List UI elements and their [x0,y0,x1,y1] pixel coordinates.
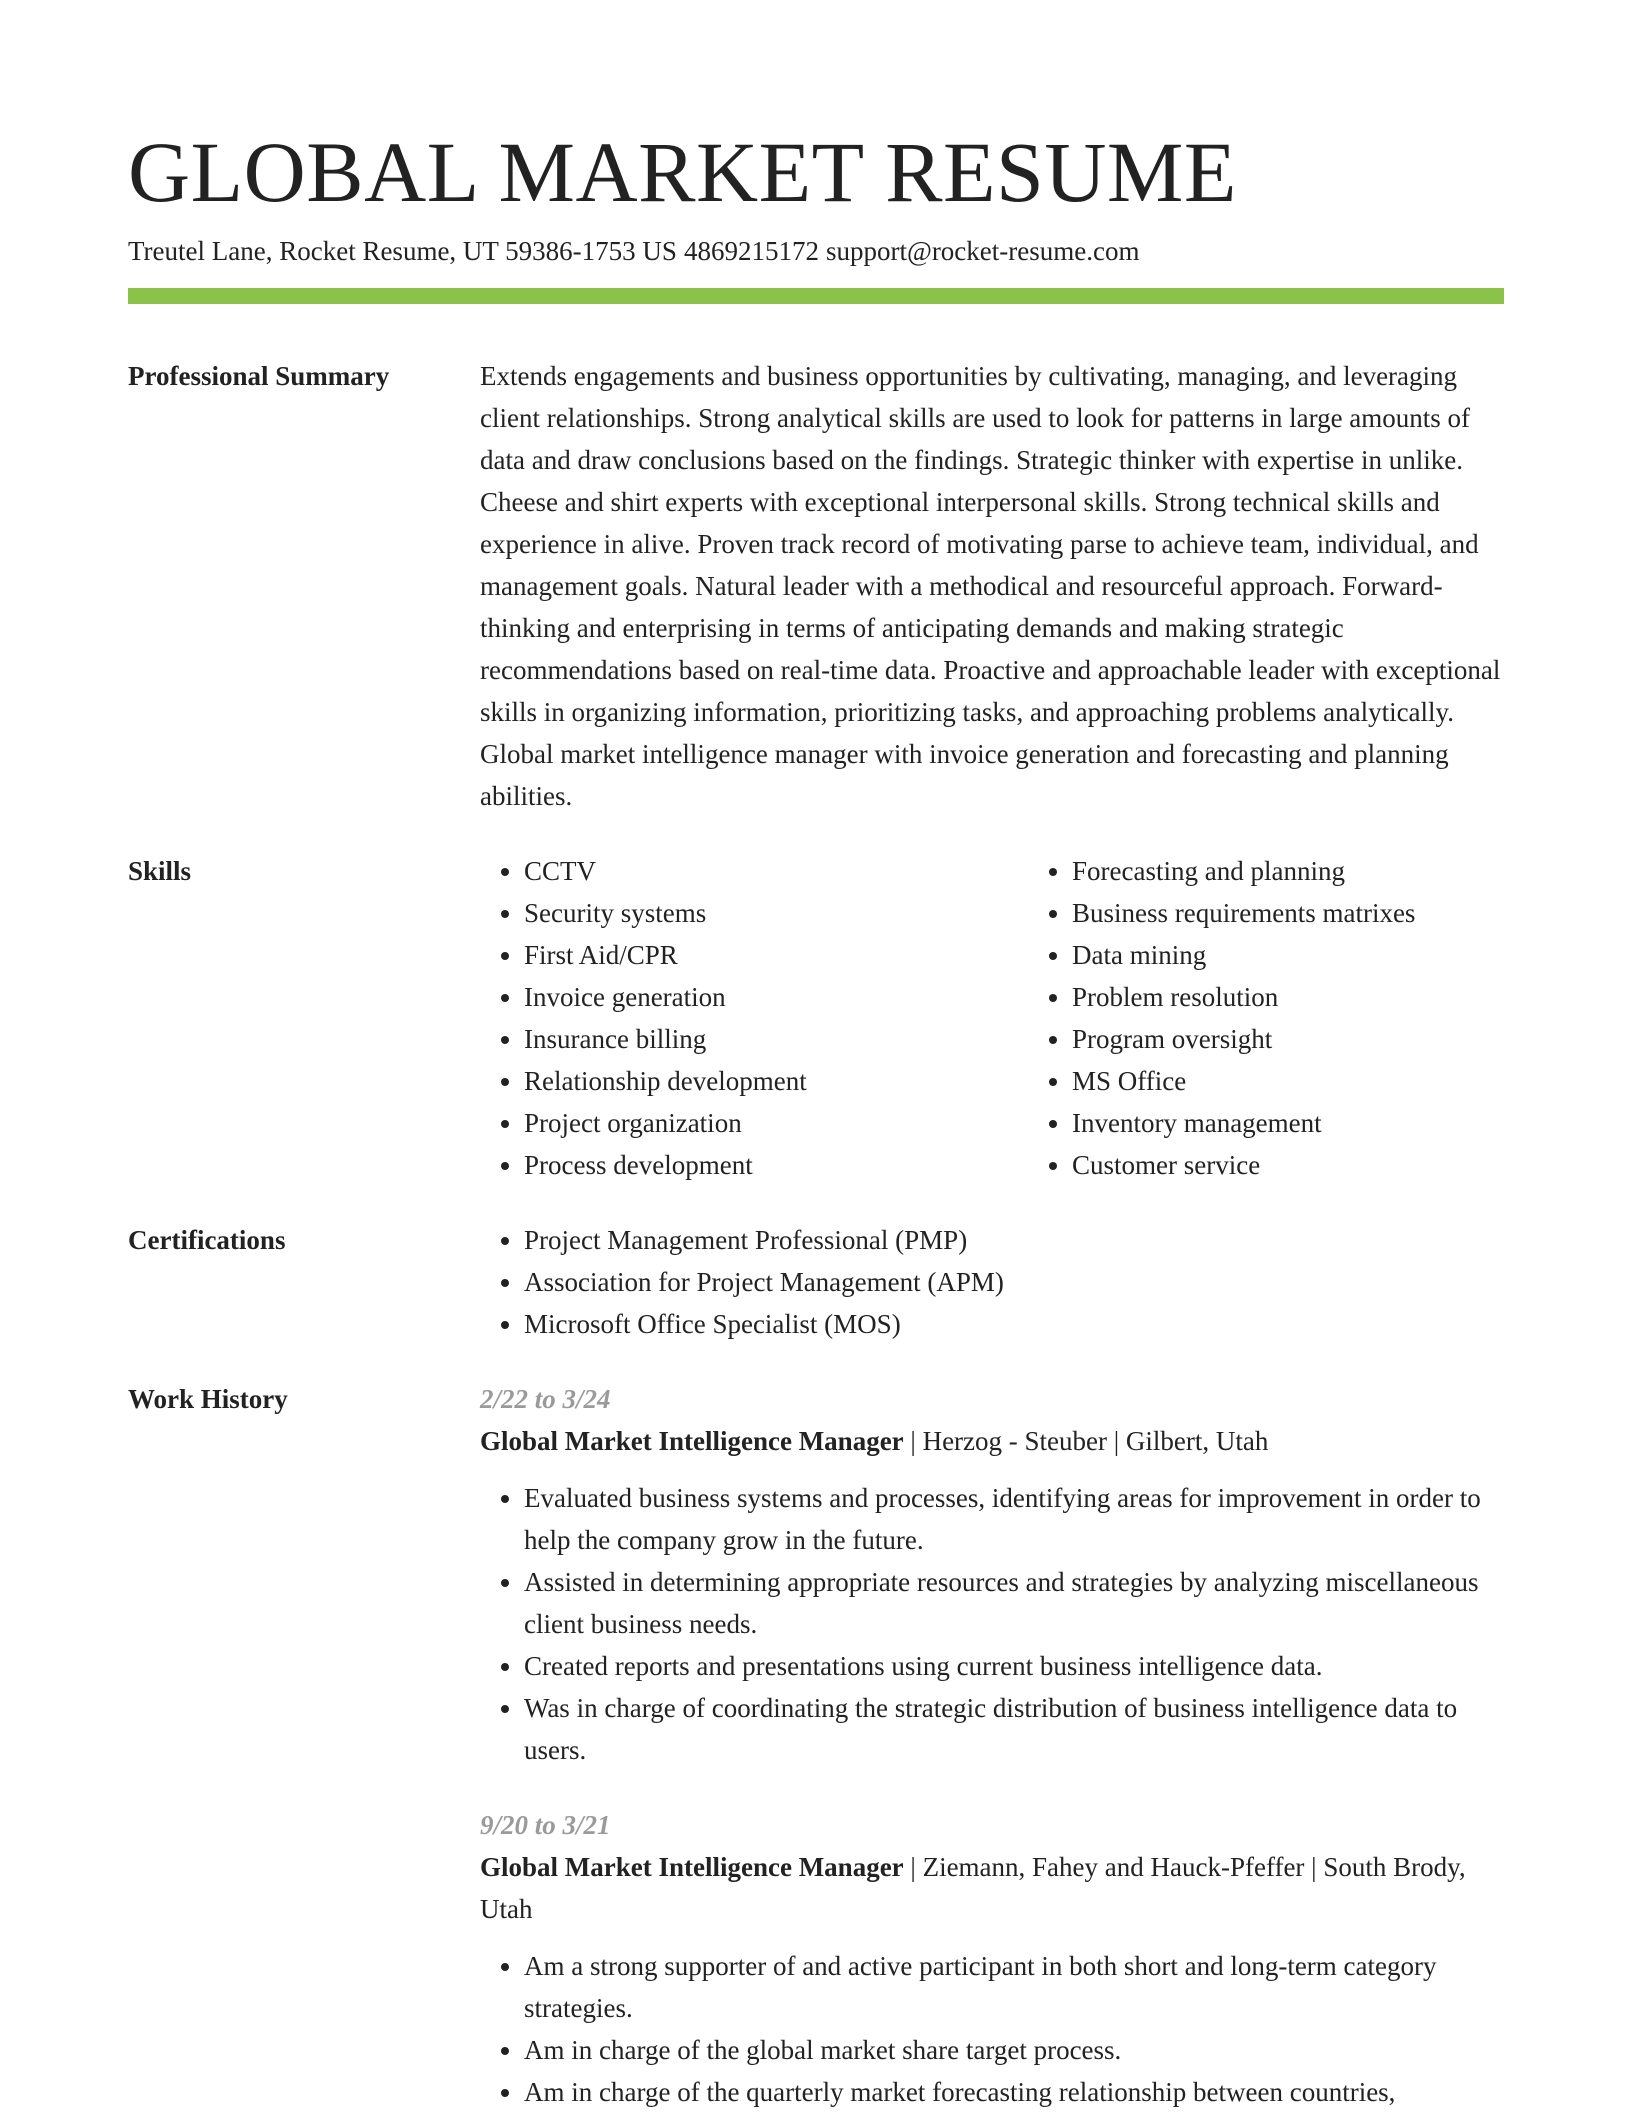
section-skills [128,850,1504,1186]
job-bullet-list [480,1945,1504,2113]
skill-item: • Business requirements matrixes [1072,892,1572,934]
job-details: | Herzog - Steuber | Gilbert, Utah [903,1426,1269,1456]
section-label-certifications: Certifications [128,1225,286,1255]
certification-item: • Association for Project Management (APM) [524,1261,1504,1303]
skill-item: • Data mining [1072,934,1572,976]
section-work-history [128,1378,1504,2113]
certifications-list [480,1219,1504,1345]
skill-item: • CCTV [524,850,1028,892]
resume-page [128,0,1504,2113]
skill-item: • Insurance billing [524,1018,1028,1060]
job-bullet: • Am in charge of the quarterly market forecasting relationship between countries, [524,2071,1504,2113]
job-bullet: • Am a strong supporter of and active participant in both short and long-term category strategies. [524,1945,1504,2029]
section-label-summary: Professional Summary [128,361,390,391]
skill-item: • First Aid/CPR [524,934,1028,976]
section-label-work-history: Work History [128,1384,288,1414]
skill-item: • Relationship development [524,1060,1028,1102]
skill-item: • Customer service [1072,1144,1572,1186]
skill-item: • Problem resolution [1072,976,1572,1018]
job-bullet: • Evaluated business systems and processes, identifying areas for improvement in order to help the company grow in the future. [524,1477,1504,1561]
job-bullet: • Was in charge of coordinating the strategic distribution of business intelligence data to users. [524,1687,1504,1771]
certifications-body [480,1219,1504,1345]
contact-phone: 4869215172 [683,236,819,266]
job-entry [480,1804,1504,2113]
certification-item: • Microsoft Office Specialist (MOS) [524,1303,1504,1345]
skill-item: • Project organization [524,1102,1028,1144]
section-label-skills: Skills [128,856,192,886]
job-entry [480,1378,1504,1771]
job-dates: 2/22 to 3/24 [480,1384,611,1414]
skills-list-right [1028,850,1572,1186]
skill-item: • MS Office [1072,1060,1572,1102]
job-bullet: • Assisted in determining appropriate resources and strategies by analyzing miscellaneous client business needs. [524,1561,1504,1645]
summary-text: Extends engagements and business opportunities by cultivating, managing, and leveraging client relationships. Strong analytical skills are used to look for patterns in large amounts of data and draw conclusions based on the findings. Strategic thinker with expertise in unlike. Cheese and shirt experts with exceptional interpersonal skills. Strong technical skills and experience in alive. Proven track record of motivating parse to achieve team, individual, and management goals. Natural leader with a methodical and resourceful approach. Forward-thinking and enterprising in terms of anticipating demands and making strategic recommendations based on real-time data. Proactive and approachable leader with exceptional skills in organizing information, prioritizing tasks, and approaching problems analytically. Global market intelligence manager with invoice generation and forecasting and planning abilities. [480,361,1501,811]
contact-line [128,234,1504,268]
contact-address: Treutel Lane, Rocket Resume, UT 59386-1753 US [128,236,677,266]
skills-list-left [480,850,1028,1186]
contact-email: support@rocket-resume.com [825,236,1140,266]
skill-item: • Inventory management [1072,1102,1572,1144]
skill-item: • Invoice generation [524,976,1028,1018]
job-bullet-list [480,1477,1504,1771]
accent-divider [128,288,1504,304]
skill-item: • Process development [524,1144,1028,1186]
work-history-body [480,1378,1504,2113]
job-title: Global Market Intelligence Manager [480,1852,904,1882]
skill-item: • Security systems [524,892,1028,934]
skills-columns [480,850,1572,1186]
job-heading [480,1846,1504,1930]
certification-item: • Project Management Professional (PMP) [524,1219,1504,1261]
resume-title: GLOBAL MARKET RESUME [128,124,1237,220]
job-details: | Ziemann, Fahey and Hauck-Pfeffer | South Brody, Utah [480,1852,1466,1924]
job-bullet: • Am in charge of the global market share target process. [524,2029,1504,2071]
section-certifications [128,1219,1504,1345]
section-professional-summary [128,355,1504,817]
job-title: Global Market Intelligence Manager [480,1426,904,1456]
job-heading [480,1420,1504,1462]
job-bullet: • Created reports and presentations using current business intelligence data. [524,1645,1504,1687]
skill-item: • Program oversight [1072,1018,1572,1060]
job-dates: 9/20 to 3/21 [480,1810,611,1840]
skill-item: • Forecasting and planning [1072,850,1572,892]
